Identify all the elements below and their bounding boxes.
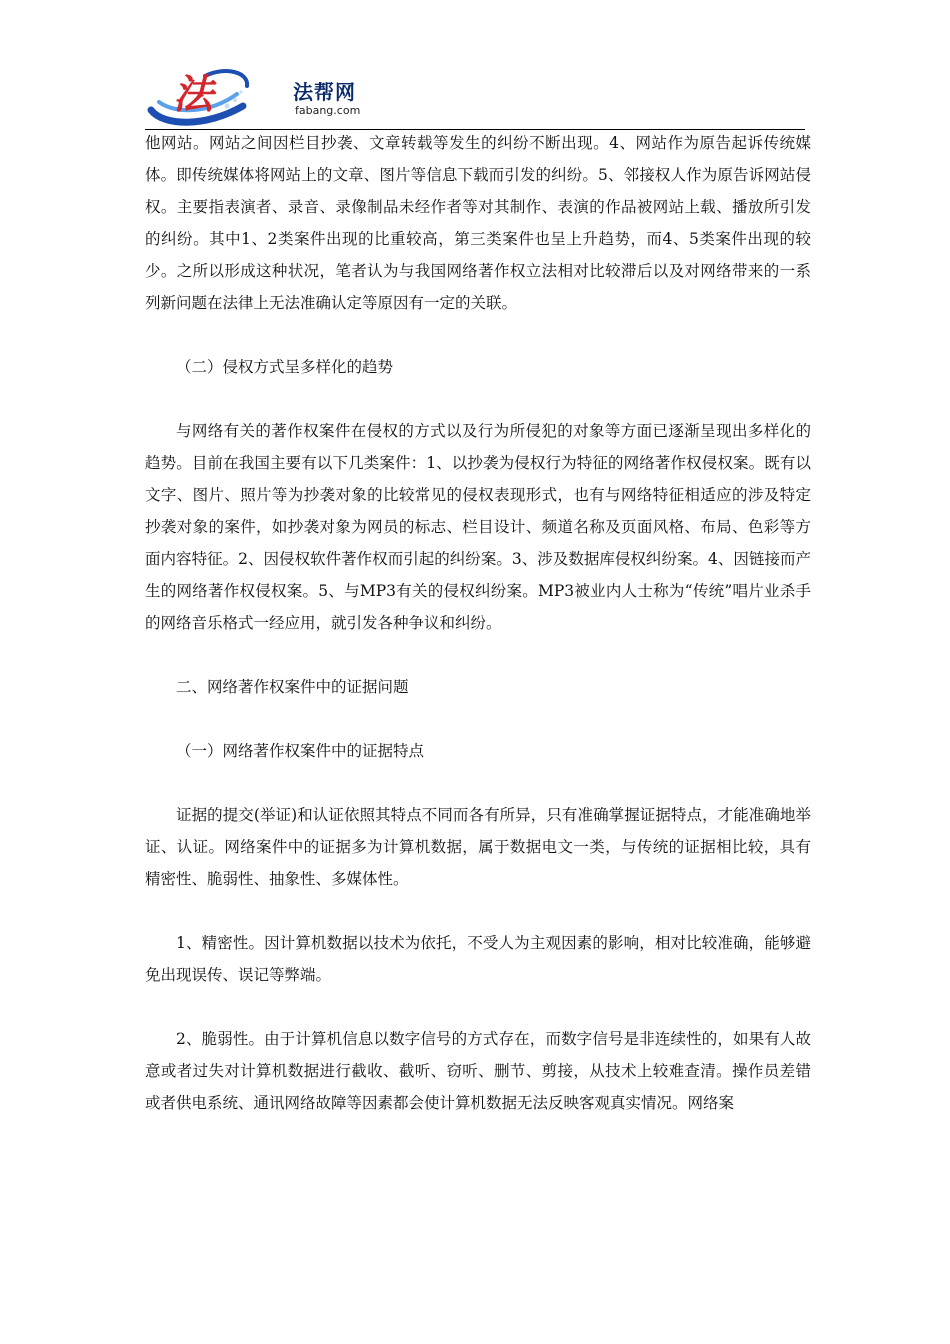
paragraph-evidence-overview: 证据的提交(举证)和认证依照其特点不同而各有所异，只有准确掌握证据特点，才能准确地举证、认证。网络案件中的证据多为计算机数据，属于数据电文一类，与传统的证据相比较，具有精密性、脆弱性、抽象性、多媒体性。 [145, 806, 811, 888]
logo-character: 法 [173, 71, 213, 118]
paragraph-case-types-continued: 他网站。网站之间因栏目抄袭、文章转载等发生的纠纷不断出现。4、网站作为原告起诉传统媒体。即传统媒体将网站上的文章、图片等信息下载而引发的纠纷。5、邻接权人作为原告诉网站侵权。主要指表演者、录音、录像制品未经作者等对其制作、表演的作品被网站上载、播放所引发的纠纷。其中1、2类案件出现的比重较高，第三类案件也呈上升趋势，而4、5类案件出现的较少。之所以形成这种状况，笔者认为与我国网络著作权立法相对比较滞后以及对网络带来的一系列新问题在法律上无法准确认定等原因有一定的关联。 [145, 134, 811, 312]
document-body [145, 127, 811, 1119]
paragraph-spacer [145, 991, 811, 1023]
paragraph-spacer [145, 319, 811, 351]
brand-name: 法帮网 [293, 80, 356, 104]
brand-domain: fabang.com [295, 104, 361, 117]
paragraph-spacer [145, 767, 811, 799]
page-header [145, 62, 805, 130]
paragraph-spacer [145, 703, 811, 735]
paragraph-precision: 1、精密性。因计算机数据以技术为依托，不受人为主观因素的影响，相对比较准确，能够避免出现误传、误记等弊端。 [145, 934, 811, 984]
paragraph-spacer [145, 639, 811, 671]
fabang-logo-icon [145, 62, 290, 130]
section-heading-evidence-features: （一）网络著作权案件中的证据特点 [176, 742, 425, 760]
paragraph-spacer [145, 383, 811, 415]
section-heading-evidence-issues: 二、网络著作权案件中的证据问题 [176, 678, 409, 696]
section-heading-infringement-methods: （二）侵权方式呈多样化的趋势 [176, 358, 394, 376]
paragraph-fragility: 2、脆弱性。由于计算机信息以数字信号的方式存在，而数字信号是非连续性的，如果有人故意或者过失对计算机数据进行截收、截听、窃听、删节、剪接，从技术上较难查清。操作员差错或者供电系统、通讯网络故障等因素都会使计算机数据无法反映客观真实情况。网络案 [145, 1030, 811, 1112]
paragraph-spacer [145, 895, 811, 927]
paragraph-infringement-types: 与网络有关的著作权案件在侵权的方式以及行为所侵犯的对象等方面已逐渐呈现出多样化的趋势。目前在我国主要有以下几类案件：1、以抄袭为侵权行为特征的网络著作权侵权案。既有以文字、图片、照片等为抄袭对象的比较常见的侵权表现形式，也有与网络特征相适应的涉及特定抄袭对象的案件，如抄袭对象为网员的标志、栏目设计、频道名称及页面风格、布局、色彩等方面内容特征。2、因侵权软件著作权而引起的纠纷案。3、涉及数据库侵权纠纷案。4、因链接而产生的网络著作权侵权案。5、与MP3有关的侵权纠纷案。MP3被业内人士称为“传统”唱片业杀手的网络音乐格式一经应用，就引发各种争议和纠纷。 [145, 422, 811, 632]
